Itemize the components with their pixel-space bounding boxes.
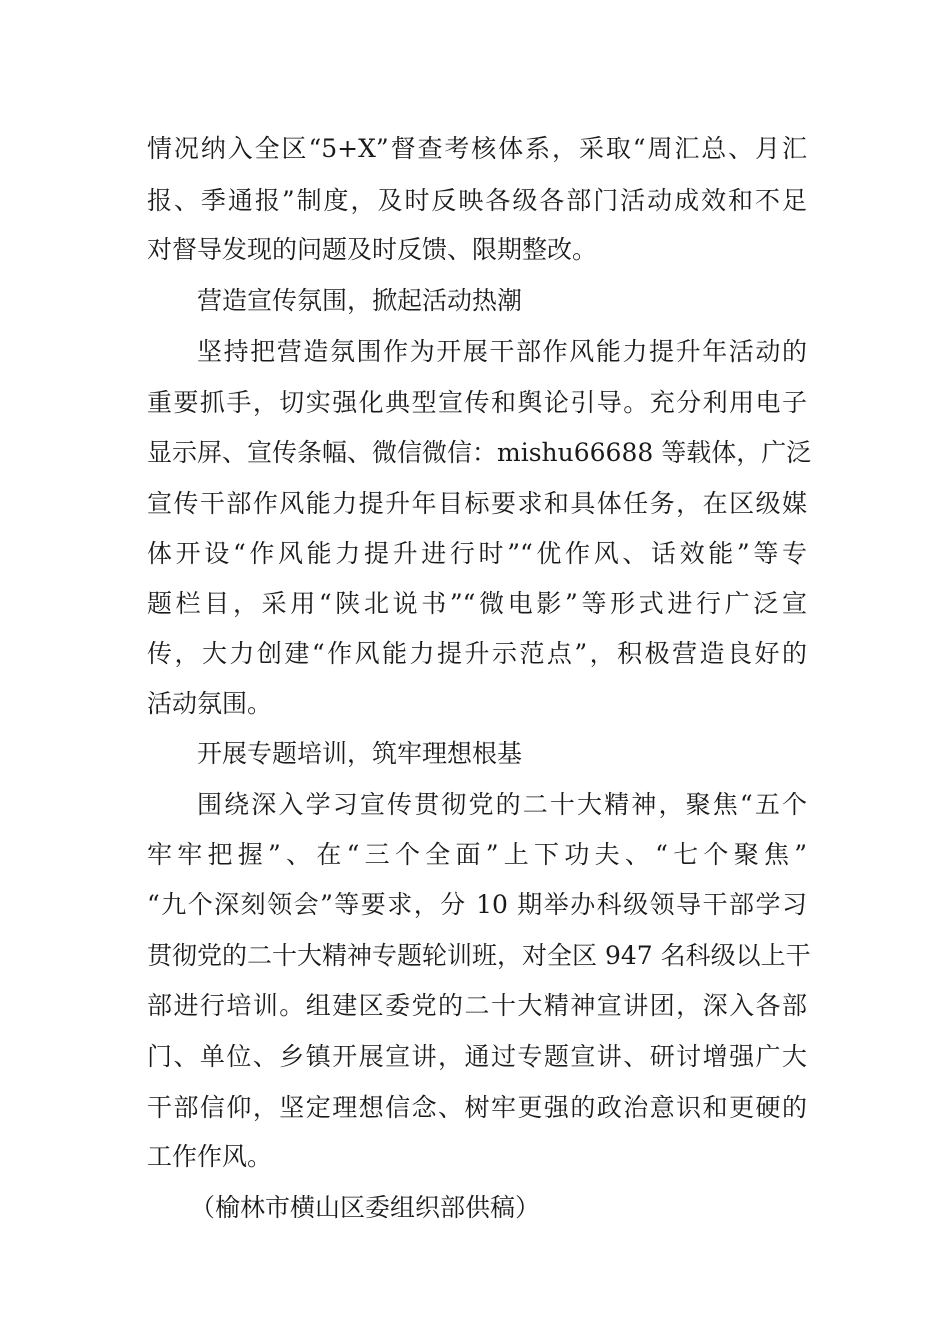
paragraph-line: 宣传干部作风能力提升年目标要求和具体任务，在区级媒 bbox=[147, 489, 807, 518]
source-credit: （榆林市横山区委组织部供稿） bbox=[190, 1193, 541, 1222]
section-heading: 开展专题培训，筑牢理想根基 bbox=[197, 739, 523, 768]
paragraph-line: 报、季通报”制度，及时反映各级各部门活动成效和不足 bbox=[147, 186, 807, 215]
paragraph-line: 干部信仰，坚定理想信念、树牢更强的政治意识和更硬的 bbox=[147, 1093, 807, 1122]
paragraph-line: 活动氛围。 bbox=[147, 689, 273, 718]
paragraph-line: 情况纳入全区“5+X”督查考核体系，采取“周汇总、月汇 bbox=[147, 134, 807, 163]
paragraph-line: 题栏目，采用“陕北说书”“微电影”等形式进行广泛宣 bbox=[147, 589, 807, 618]
paragraph-line: 工作作风。 bbox=[147, 1142, 273, 1171]
paragraph-line: 部进行培训。组建区委党的二十大精神宣讲团，深入各部 bbox=[147, 991, 807, 1020]
paragraph-line: 对督导发现的问题及时反馈、限期整改。 bbox=[147, 235, 598, 264]
section-heading: 营造宣传氛围，掀起活动热潮 bbox=[197, 286, 523, 315]
paragraph-line: “九个深刻领会”等要求，分 10 期举办科级领导干部学习 bbox=[147, 890, 807, 919]
paragraph-line: 坚持把营造氛围作为开展干部作风能力提升年活动的 bbox=[197, 337, 807, 366]
paragraph-line: 牢牢把握”、在“三个全面”上下功夫、“七个聚焦” bbox=[147, 840, 807, 869]
paragraph-line: 显示屏、宣传条幅、微信微信：mishu66688 等载体，广泛 bbox=[147, 438, 812, 467]
paragraph-line: 围绕深入学习宣传贯彻党的二十大精神，聚焦“五个 bbox=[197, 790, 807, 819]
paragraph-line: 贯彻党的二十大精神专题轮训班，对全区 947 名科级以上干 bbox=[147, 941, 811, 970]
paragraph-line: 门、单位、乡镇开展宣讲，通过专题宣讲、研讨增强广大 bbox=[147, 1042, 807, 1071]
paragraph-line: 传，大力创建“作风能力提升示范点”，积极营造良好的 bbox=[147, 639, 807, 668]
paragraph-line: 重要抓手，切实强化典型宣传和舆论引导。充分利用电子 bbox=[147, 388, 807, 417]
paragraph-line: 体开设“作风能力提升进行时”“优作风、话效能”等专 bbox=[147, 539, 807, 568]
